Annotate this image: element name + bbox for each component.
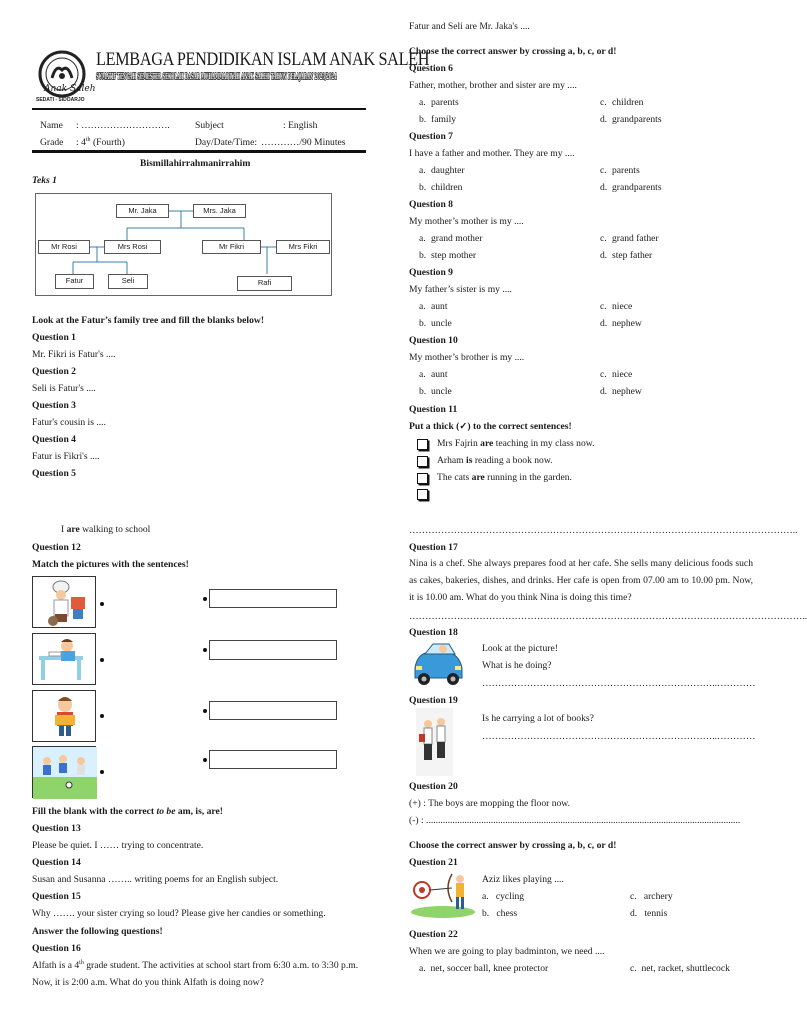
q6-option-c[interactable]: c. children [600, 97, 644, 108]
day-value[interactable]: …………/90 Minutes [261, 137, 346, 148]
logo-text-script: Anak Saleh [44, 84, 96, 94]
match-answer-box-3[interactable] [209, 701, 337, 720]
question-1-text: Mr. Fikri is Fatur's .... [32, 349, 116, 360]
question-15-label: Question 15 [32, 891, 81, 902]
checkbox-4[interactable] [417, 489, 428, 500]
question-16-text-line2: Now, it is 2:00 a.m. What do you think Alfath is doing now? [32, 977, 264, 988]
question-20-label: Question 20 [409, 781, 458, 792]
match-dot-right-1[interactable] [203, 597, 207, 601]
question-22-label: Question 22 [409, 929, 458, 940]
question-19-text: Is he carrying a lot of books? [482, 713, 594, 724]
question-20-negative[interactable]: (-) : ................................................................................................................................... [409, 815, 741, 826]
header-rule-bottom [32, 150, 366, 153]
teks-label: Teks 1 [32, 175, 57, 186]
question-8-text: My mother’s mother is my .... [409, 216, 524, 227]
q8-option-a[interactable]: a. grand mother [419, 233, 483, 244]
question-7-label: Question 7 [409, 131, 453, 142]
match-dot-left-2[interactable] [100, 658, 104, 662]
question-16-text-line1: Alfath is a 4th grade student. The activities at school start from 6:30 a.m. to 3:30 p.m. [32, 960, 359, 972]
section1-instruction: Look at the Fatur’s family tree and fill the blanks below! [32, 315, 265, 326]
question-10-text: My mother’s brother is my .... [409, 352, 525, 363]
q8-option-c[interactable]: c. grand father [600, 233, 659, 244]
node-mrs-rosi: Mrs Rosi [104, 240, 161, 254]
q21-option-b[interactable]: b. chess [482, 908, 518, 919]
match-dot-right-2[interactable] [203, 648, 207, 652]
section4-instruction: Answer the following questions! [32, 926, 163, 937]
logo-text-bottom: SEDATI - SIDOARJO [36, 97, 85, 103]
node-mrs-fikri: Mrs Fikri [276, 240, 330, 254]
q21-option-c[interactable]: c. archery [630, 891, 673, 902]
question-1-label: Question 1 [32, 332, 76, 343]
grade-value: : 4th (Fourth) [76, 137, 125, 149]
node-mr-jaka: Mr. Jaka [116, 204, 169, 218]
q11-item-3: The cats are running in the garden. [437, 472, 572, 483]
question-16-answer-line[interactable]: ………………………………………………………………………………………………………….. [409, 525, 798, 536]
q7-option-c[interactable]: c. parents [600, 165, 640, 176]
question-20-positive: (+) : The boys are mopping the floor now. [409, 798, 571, 809]
question-4-label: Question 4 [32, 434, 76, 445]
picture-reading [32, 690, 96, 742]
q8-option-d[interactable]: d. step father [600, 250, 653, 261]
node-seli: Seli [108, 274, 148, 289]
match-dot-left-1[interactable] [100, 602, 104, 606]
q11-item-4: I are walking to school [61, 524, 151, 535]
picture-soccer [32, 746, 96, 798]
match-answer-box-2[interactable] [209, 640, 337, 660]
q10-option-d[interactable]: d. nephew [600, 386, 642, 397]
picture-archery [410, 870, 476, 918]
node-mr-rosi: Mr Rosi [38, 240, 90, 254]
grade-label: Grade [40, 137, 64, 148]
q9-option-d[interactable]: d. nephew [600, 318, 642, 329]
question-2-text: Seli is Fatur's .... [32, 383, 96, 394]
question-11-instruction: Put a thick (✓) to the correct sentences! [409, 421, 572, 432]
match-answer-box-1[interactable] [209, 589, 337, 608]
question-17-label: Question 17 [409, 542, 458, 553]
q6-option-b[interactable]: b. family [419, 114, 457, 125]
q22-option-c[interactable]: c. net, racket, shuttlecock [630, 963, 730, 974]
question-3-label: Question 3 [32, 400, 76, 411]
q21-option-a[interactable]: a. cycling [482, 891, 525, 902]
exam-title: SUMATIF TENGAH SEMESTER SEKOLAH DASAR MUHAMMADIYAH ANAK SALEH TAHUN PELAJARAN 2023/2024 [96, 72, 337, 82]
question-13-text: Please be quiet. I …… trying to concentrate. [32, 840, 204, 851]
question-18-line2: What is he doing? [482, 660, 552, 671]
checkbox-2[interactable] [417, 456, 428, 467]
q7-option-a[interactable]: a. daughter [419, 165, 465, 176]
header-rule-top [32, 108, 366, 110]
question-12-label: Question 12 [32, 542, 81, 553]
question-18-line1: Look at the picture! [482, 643, 558, 654]
node-rafi: Rafi [237, 276, 292, 291]
match-dot-right-3[interactable] [203, 709, 207, 713]
section2-instruction: Choose the correct answer by crossing a, b, c, or d! [409, 46, 617, 57]
question-17-answer-line[interactable]: …………………………………………………………………………………………………………….. [409, 611, 807, 622]
question-17-text: Nina is a chef. She always prepares food at her cafe. She sells many delicious foods such as cakes, bakeries, dishes, and drinks. Her cafe is open from 07.00 am to 10.00 pm. Now, it is 10.00 am. What do you think Nina is doing this time? [409, 558, 753, 603]
question-14-label: Question 14 [32, 857, 81, 868]
question-22-text: When we are going to play badminton, we need .... [409, 946, 605, 957]
match-dot-left-3[interactable] [100, 714, 104, 718]
question-2-label: Question 2 [32, 366, 76, 377]
node-mrs-jaka: Mrs. Jaka [193, 204, 246, 218]
match-answer-box-4[interactable] [209, 750, 337, 769]
question-8-label: Question 8 [409, 199, 453, 210]
section5-instruction: Choose the correct answer by crossing a, b, c, or d! [409, 840, 617, 851]
q22-option-a[interactable]: a. net, soccer ball, knee protector [419, 963, 549, 974]
subject-label: Subject [195, 120, 224, 131]
checkbox-1[interactable] [417, 439, 428, 450]
q10-option-b[interactable]: b. uncle [419, 386, 452, 397]
question-16-label: Question 16 [32, 943, 81, 954]
question-9-text: My father’s sister is my .... [409, 284, 512, 295]
checkbox-3[interactable] [417, 473, 428, 484]
question-18-answer-line[interactable]: ………………………………………………………………..………… [482, 678, 756, 689]
q9-option-a[interactable]: a. aunt [419, 301, 448, 312]
question-12-instruction: Match the pictures with the sentences! [32, 559, 189, 570]
name-value[interactable]: : ………………………. [76, 120, 170, 131]
question-10-label: Question 10 [409, 335, 458, 346]
picture-driving [411, 638, 466, 688]
question-6-label: Question 6 [409, 63, 453, 74]
question-19-label: Question 19 [409, 695, 458, 706]
question-5-text: Fatur and Seli are Mr. Jaka's .... [409, 21, 530, 32]
question-21-text: Aziz likes playing .... [482, 874, 564, 885]
q21-option-d[interactable]: d. tennis [630, 908, 668, 919]
question-13-label: Question 13 [32, 823, 81, 834]
match-dot-left-4[interactable] [100, 770, 104, 774]
picture-carrying-books [416, 708, 453, 776]
section3-instruction: Fill the blank with the correct to be am, is, are! [32, 806, 223, 817]
match-dot-right-4[interactable] [203, 758, 207, 762]
q10-option-a[interactable]: a. aunt [419, 369, 448, 380]
q8-option-b[interactable]: b. step mother [419, 250, 477, 261]
q6-option-d[interactable]: d. grandparents [600, 114, 662, 125]
question-19-answer-line[interactable]: ………………………………………………………………..………… [482, 731, 756, 742]
question-11-label: Question 11 [409, 404, 458, 415]
institution-title: LEMBAGA PENDIDIKAN ISLAM ANAK SALEH [96, 50, 430, 70]
q7-option-d[interactable]: d. grandparents [600, 182, 662, 193]
question-21-label: Question 21 [409, 857, 458, 868]
q11-item-1: Mrs Fajrin are teaching in my class now. [437, 438, 595, 449]
day-label: Day/Date/Time: [195, 137, 257, 148]
node-fatur: Fatur [55, 274, 94, 289]
bismillah: Bismillahirrahmanirrahim [140, 158, 251, 169]
question-5-label: Question 5 [32, 468, 76, 479]
q7-option-b[interactable]: b. children [419, 182, 463, 193]
question-4-text: Fatur is Fikri's .... [32, 451, 100, 462]
name-label: Name [40, 120, 63, 131]
family-tree [35, 193, 332, 296]
question-3-text: Fatur's cousin is .... [32, 417, 106, 428]
q10-option-c[interactable]: c. niece [600, 369, 633, 380]
question-9-label: Question 9 [409, 267, 453, 278]
question-7-text: I have a father and mother. They are my .... [409, 148, 575, 159]
question-6-text: Father, mother, brother and sister are my .... [409, 80, 577, 91]
picture-studying [32, 633, 96, 685]
question-15-text: Why ……. your sister crying so loud? Please give her candies or something. [32, 908, 326, 919]
question-18-label: Question 18 [409, 627, 458, 638]
q9-option-b[interactable]: b. uncle [419, 318, 452, 329]
exam-title-banner [96, 70, 364, 102]
node-mr-fikri: Mr Fikri [202, 240, 261, 254]
q6-option-a[interactable]: a. parents [419, 97, 459, 108]
picture-chef [32, 576, 96, 628]
question-14-text: Susan and Susanna …….. writing poems for an English subject. [32, 874, 279, 885]
q11-item-2: Arham is reading a book now. [437, 455, 553, 466]
q9-option-c[interactable]: c. niece [600, 301, 633, 312]
subject-value: : English [283, 120, 318, 131]
